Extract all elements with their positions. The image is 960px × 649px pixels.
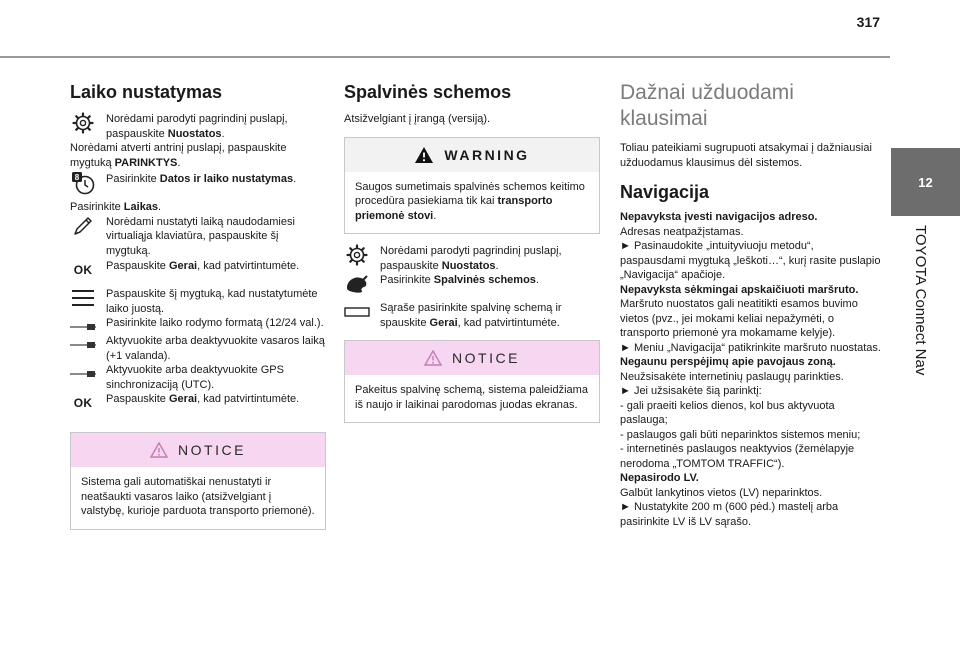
chapter-title-text: TOYOTA Connect Nav (912, 225, 929, 376)
settings-gear-icon (344, 244, 370, 266)
faq-answer: ► Nustatykite 200 m (600 pėd.) mastelį arba pasirinkite LV iš LV sąrašo. (620, 501, 839, 528)
notice-box-time (70, 432, 326, 530)
ok-button-icon: OK (73, 395, 93, 410)
faq-answer: Neužsisakėte internetinių paslaugų parinkties. (620, 370, 844, 383)
warning-header: WARNING (345, 138, 599, 172)
palette-icon (344, 273, 370, 295)
paragraph-select-time: Pasirinkite Laikas. (70, 201, 162, 213)
section-title-time: Laiko nustatymas (70, 82, 223, 102)
faq-answer: ► Jei užsisakėte šią parinktį: (620, 385, 762, 397)
notice-box-colors (344, 340, 600, 423)
clock-date-icon (70, 172, 96, 194)
step-color-schemes: Pasirinkite Spalvinės schemos. (344, 273, 600, 291)
intro-equipment: Atsižvelgiant į įrangą (versiją). (344, 113, 491, 125)
svg-text:8: 8 (74, 173, 80, 182)
ok-button-icon: OK (73, 262, 93, 277)
menu-list-icon (70, 287, 96, 309)
chapter-tab: 12 (891, 148, 960, 216)
step-open-settings: Norėdami parodyti pagrindinį puslapį, paspauskite Nuostatos. (70, 112, 326, 141)
warning-triangle-icon (414, 146, 434, 164)
column-time-settings (70, 80, 326, 530)
faq-answer: Adresas neatpažįstamas. (620, 225, 744, 238)
notice-header: NOTICE (345, 341, 599, 375)
notice-text: Pakeitus spalvinę schemą, sistema paleidžiama iš naujo ir laikinai parodomas juodas ekranas. (355, 384, 588, 411)
faq-answer: - gali praeiti kelios dienos, kol bus aktyvuota paslauga; (620, 399, 835, 426)
notice-triangle-icon (424, 350, 442, 366)
faq-question: Nepasirodo LV. (620, 472, 699, 484)
step-time-format: Pasirinkite laiko rodymo formatą (12/24 val.). (70, 316, 326, 334)
faq-question: Nepavyksta sėkmingai apskaičiuoti maršruto. (620, 283, 859, 296)
section-title-navigation: Navigacija (620, 182, 710, 202)
step-date-time: 8 Pasirinkite Datos ir laiko nustatymas. (70, 172, 326, 190)
list-field-icon (344, 301, 370, 323)
section-title-colors: Spalvinės schemos (344, 82, 512, 102)
top-rule (0, 56, 890, 58)
section-title-faq: Dažnai užduodami klausimai (620, 81, 794, 130)
page-number: 317 (856, 14, 880, 30)
faq-answer: ► Meniu „Navigacija“ patikrinkite maršruto nuostatas. (620, 341, 881, 354)
notice-header: NOTICE (71, 433, 325, 467)
column-color-schemes (344, 80, 600, 423)
settings-gear-icon (70, 112, 96, 134)
faq-answer: ► Pasinaudokite „intuityviuoju metodu“, paspausdami mygtuką „leškoti…“, kurį rasite puslapio „Navigacija“ apačioje. (620, 240, 881, 281)
step-confirm-ok-2: OK Paspauskite Gerai, kad patvirtintumėte. (70, 392, 326, 410)
faq-answer: Maršruto nuostatos gali neatitikti esamos buvimo vietos (pvz., jei mokami keliai nepažymėti, o transporto priemonė yra mokamame kelyje). (620, 298, 858, 339)
step-gps-sync: Aktyvuokite arba deaktyvuokite GPS sinchronizaciją (UTC). (70, 363, 326, 392)
step-summer-time: Aktyvuokite arba deaktyvuokite vasaros laiką (+1 valanda). (70, 334, 326, 363)
toggle-icon (70, 334, 96, 356)
warning-text: Saugos sumetimais spalvinės schemos keitimo procedūra pasiekiama tik kai transporto priemonė stovi. (355, 180, 585, 222)
step-virtual-keyboard: Norėdami nustatyti laiką naudodamiesi virtualiąja klaviatūra, paspauskite šį mygtuką. (70, 215, 326, 259)
step-time-zone: Paspauskite šį mygtuką, kad nustatytumėte laiko juostą. (70, 287, 326, 316)
notice-text: Sistema gali automatiškai nenustatyti ir neatšaukti vasaros laiko (atsižvelgiant į valstybę, kurioje parduota transporto priemonė). (81, 476, 315, 517)
faq-question: Nepavyksta įvesti navigacijos adreso. (620, 211, 818, 223)
column-faq (620, 80, 882, 529)
step-confirm-ok-1: OK Paspauskite Gerai, kad patvirtintumėte. (70, 259, 326, 277)
faq-answer: - internetinės paslaugos neaktyvios (žemėlapyje nerodoma „TOMTOM TRAFFIC“). (620, 443, 855, 470)
step-open-settings-2: Norėdami parodyti pagrindinį puslapį, paspauskite Nuostatos. (344, 244, 600, 273)
step-select-scheme: Sąraše pasirinkite spalvinę schemą ir spauskite Gerai, kad patvirtintumėte. (344, 301, 600, 330)
warning-box (344, 137, 600, 235)
paragraph-options: Norėdami atverti antrinį puslapį, paspauskite mygtuką PARINKTYS. (70, 142, 287, 169)
chapter-title (912, 225, 942, 605)
faq-question: Negaunu perspėjimų apie pavojaus zoną. (620, 356, 836, 368)
notice-triangle-icon (150, 442, 168, 458)
faq-answer: - paslaugos gali būti neparinktos sistemos meniu; (620, 428, 861, 441)
pencil-icon (70, 215, 96, 237)
faq-answer: Galbūt lankytinos vietos (LV) neparinktos. (620, 486, 823, 499)
faq-intro: Toliau pateikiami sugrupuoti atsakymai į dažniausiai užduodamus klausimus dėl sistemos. (620, 142, 872, 169)
toggle-icon (70, 363, 96, 385)
